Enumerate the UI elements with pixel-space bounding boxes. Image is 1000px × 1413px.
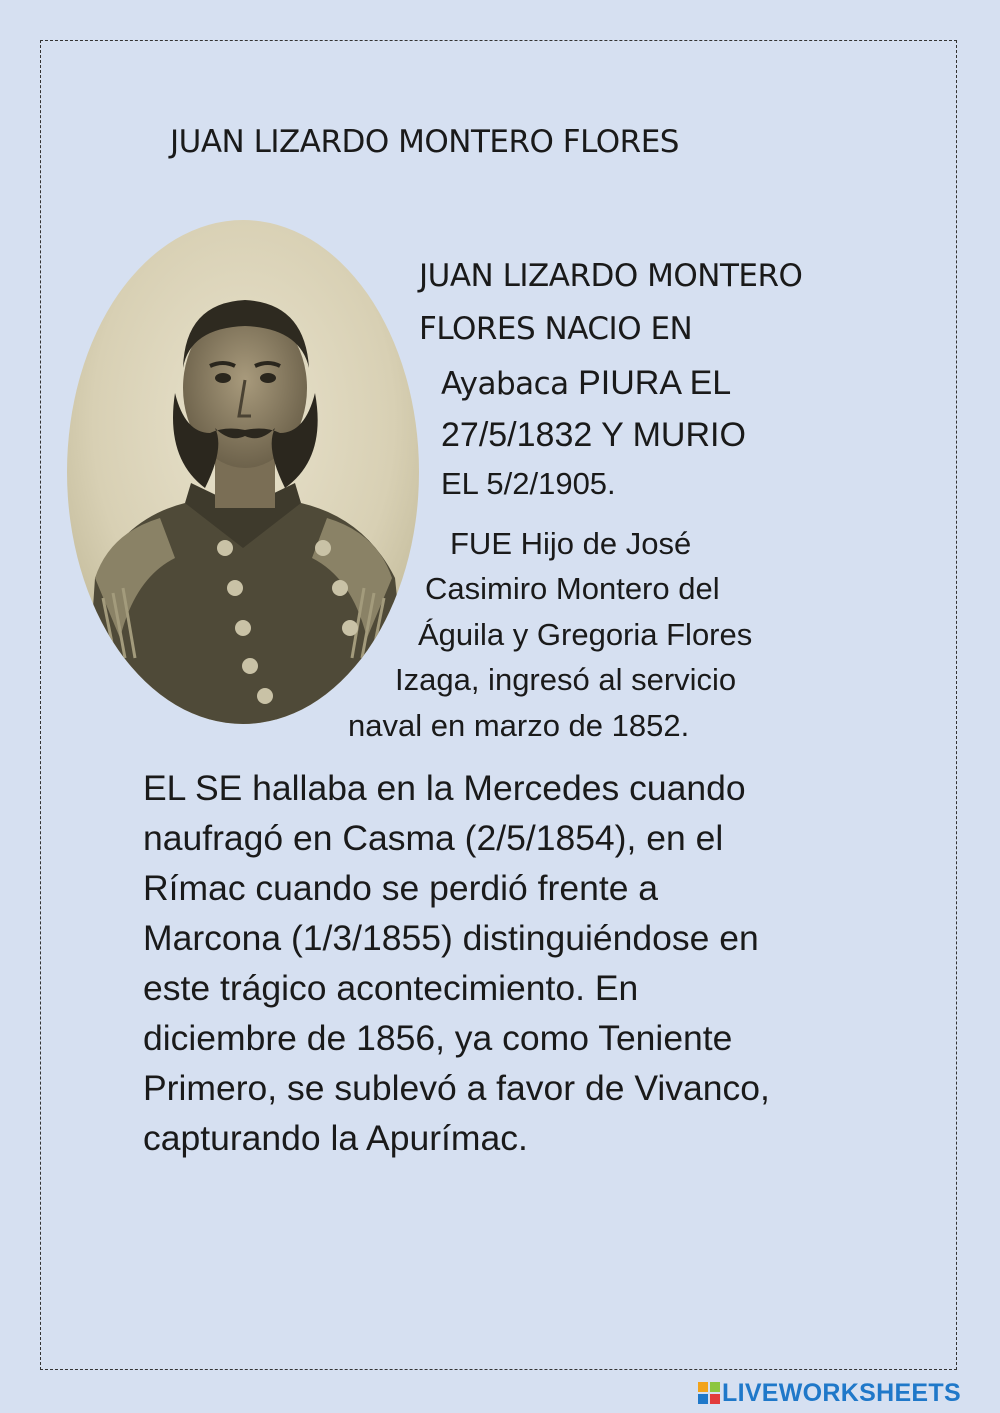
career-line-1: EL SE hallaba en la Mercedes cuando: [143, 768, 746, 808]
intro-birthplace: Ayabaca: [441, 366, 569, 402]
career-line-3: Rímac cuando se perdió frente a: [143, 868, 659, 908]
career-line-8: capturando la Apurímac.: [143, 1118, 528, 1158]
liveworksheets-wordmark: LIVEWORKSHEETS: [722, 1378, 961, 1407]
career-line-7: Primero, se sublevó a favor de Vivanco,: [143, 1068, 770, 1108]
family-line-5: naval en marzo de 1852.: [348, 708, 690, 743]
portrait-image: [65, 218, 422, 726]
liveworksheets-logo-icon: [698, 1382, 720, 1404]
intro-line-5: EL 5/2/1905.: [441, 466, 616, 501]
page-title: JUAN LIZARDO MONTERO FLORES: [170, 124, 679, 160]
intro-line-1: JUAN LIZARDO MONTERO: [419, 258, 803, 294]
intro-line-2: FLORES NACIO EN: [419, 311, 693, 347]
family-line-1: FUE Hijo de José: [450, 526, 692, 561]
career-line-5: este trágico acontecimiento. En: [143, 968, 639, 1008]
liveworksheets-branding[interactable]: [698, 1378, 961, 1408]
intro-region: PIURA EL: [568, 364, 732, 402]
family-line-3: Águila y Gregoria Flores: [418, 617, 753, 652]
family-line-2: Casimiro Montero del: [425, 571, 720, 606]
intro-line-3: [441, 364, 731, 403]
career-line-6: diciembre de 1856, ya como Teniente: [143, 1018, 733, 1058]
intro-line-4: 27/5/1832 Y MURIO: [441, 416, 746, 454]
career-line-4: Marcona (1/3/1855) distinguiéndose en: [143, 918, 759, 958]
career-line-2: naufragó en Casma (2/5/1854), en el: [143, 818, 724, 858]
family-line-4: Izaga, ingresó al servicio: [395, 662, 737, 697]
